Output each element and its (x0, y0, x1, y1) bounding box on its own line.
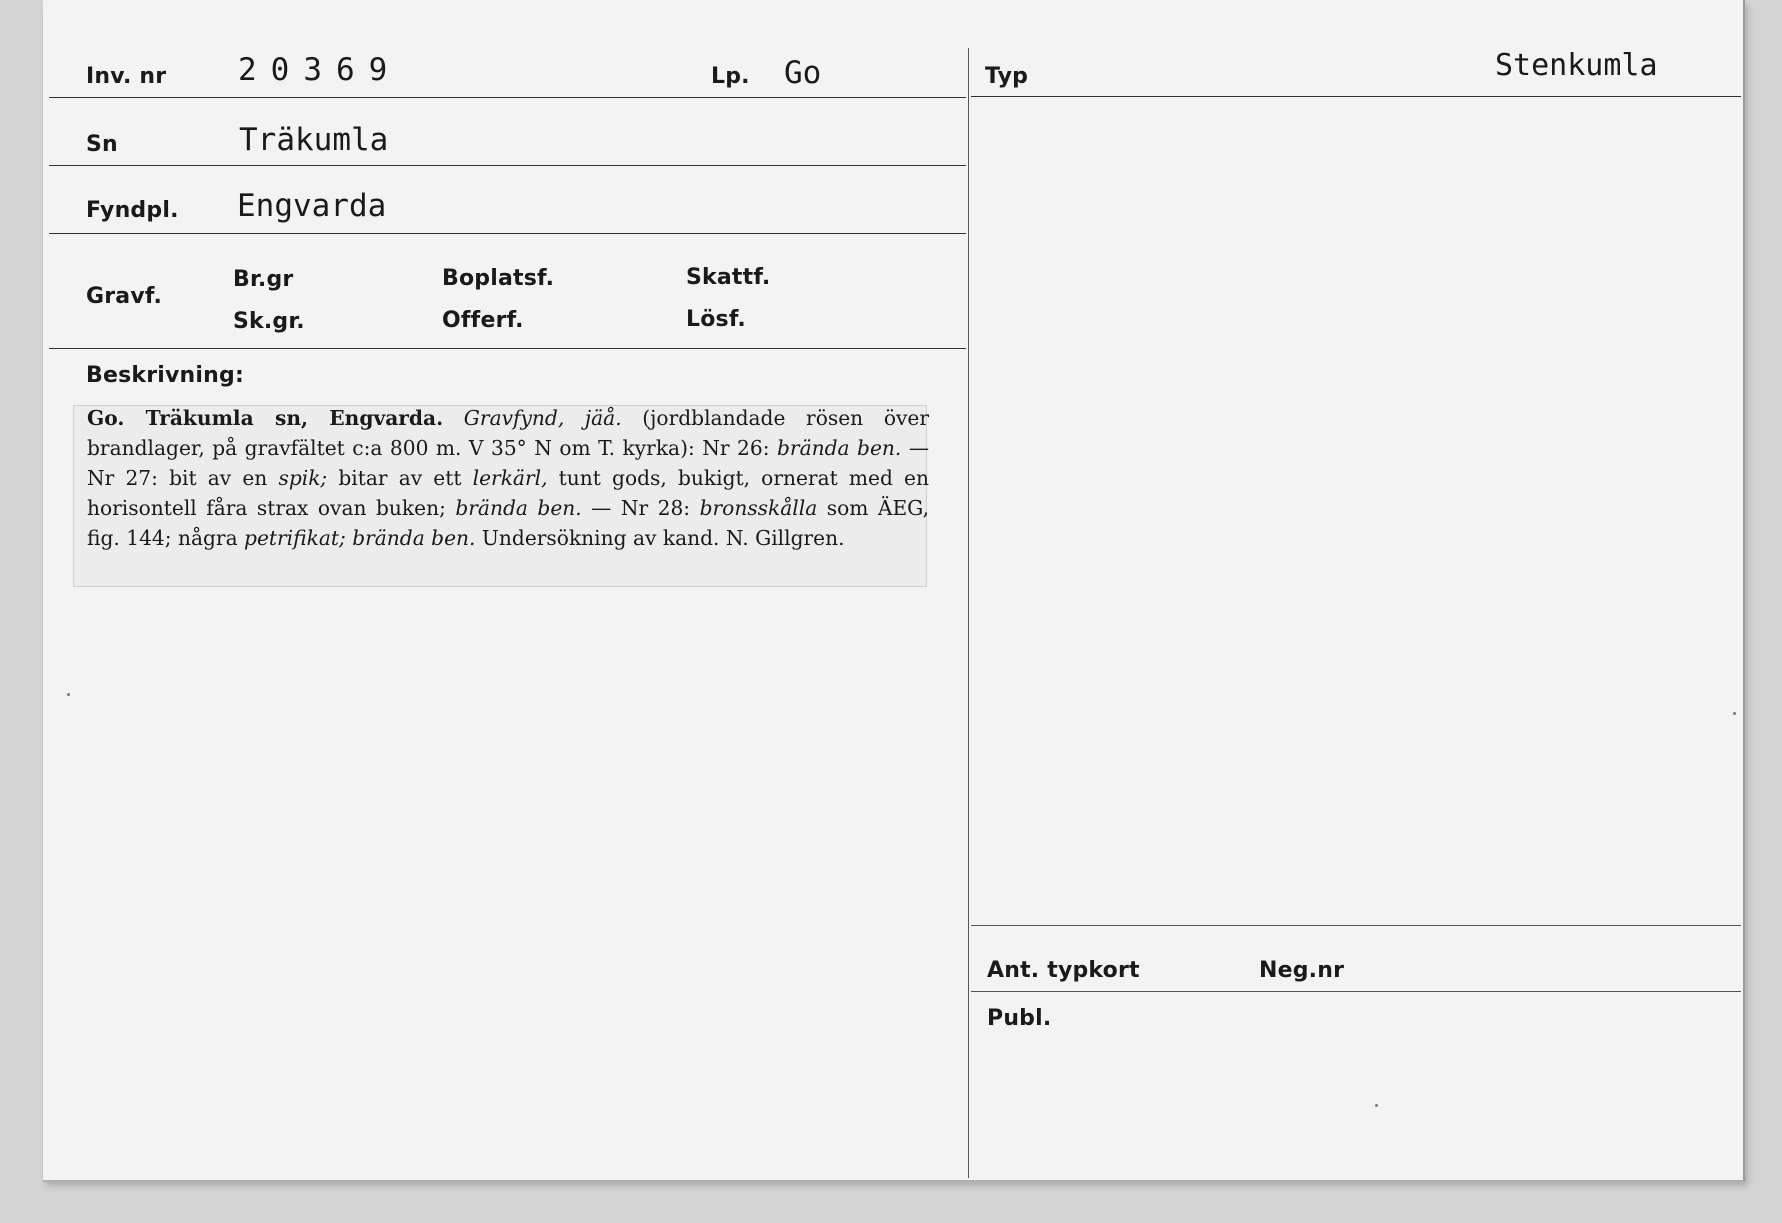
description-run: brända ben. (455, 496, 582, 520)
paper-speck (1375, 1104, 1378, 1107)
gravf-label: Gravf. (86, 284, 163, 309)
row-divider-4 (49, 348, 966, 349)
description-run: tunt gods, bukigt, ornerat med en horisontell fåra strax ovan buken; (87, 466, 929, 520)
description-run: — Nr 28: (581, 496, 700, 520)
skgr-label: Sk.gr. (233, 309, 305, 334)
typ-value: Stenkumla (1495, 48, 1658, 83)
typ-label: Typ (985, 64, 1029, 89)
description-text (87, 403, 929, 553)
row-divider-1 (49, 97, 966, 98)
ant-typkort-label: Ant. typkort (987, 958, 1140, 983)
description-run: bronsskålla (699, 496, 818, 520)
sn-value: Träkumla (239, 122, 389, 158)
negnr-label: Neg.nr (1259, 958, 1345, 983)
description-run: lerkärl, (472, 466, 548, 490)
lp-label: Lp. (711, 64, 750, 89)
column-divider (968, 48, 969, 1178)
skattf-label: Skattf. (686, 265, 771, 290)
row-divider-3 (49, 233, 966, 234)
offerf-label: Offerf. (442, 308, 524, 333)
lower-right-divider-2 (971, 991, 1741, 992)
description-run: — Nr 27: bit av en (87, 436, 930, 490)
row-divider-2 (49, 165, 966, 166)
lp-value: Go (784, 55, 822, 91)
description-run: Go. Träkumla sn, Engvarda. (87, 406, 444, 430)
description-run: Undersökning av kand. N. Gillgren. (475, 526, 845, 550)
description-run: bitar av ett (327, 466, 473, 490)
description-run: petrifikat; brända ben. (244, 526, 476, 550)
fyndpl-label: Fyndpl. (86, 198, 179, 223)
beskrivning-label: Beskrivning: (86, 363, 244, 388)
description-run: som ÄEG, fig. 144; några (87, 496, 930, 550)
description-run (443, 406, 464, 430)
typ-divider (971, 96, 1741, 97)
lower-right-divider-1 (971, 925, 1741, 926)
paper-speck (1733, 712, 1736, 715)
inv-nr-label: Inv. nr (86, 64, 167, 89)
sn-label: Sn (86, 132, 118, 157)
description-run: (jordblandade rösen över brandlager, på gravfältet c:a 800 m. V 35° N om T. kyrka): Nr 26: (87, 406, 929, 460)
brgr-label: Br.gr (233, 267, 294, 292)
inv-nr-value: 20369 (238, 52, 402, 88)
publ-label: Publ. (987, 1006, 1052, 1031)
description-run: spik; (278, 466, 328, 490)
paper-speck (67, 693, 70, 696)
catalog-card (43, 0, 1745, 1182)
losf-label: Lösf. (686, 307, 746, 332)
boplatsf-label: Boplatsf. (442, 266, 555, 291)
description-run: Gravfynd, jäå. (463, 406, 622, 430)
fyndpl-value: Engvarda (237, 188, 387, 224)
description-run: brända ben. (777, 436, 902, 460)
